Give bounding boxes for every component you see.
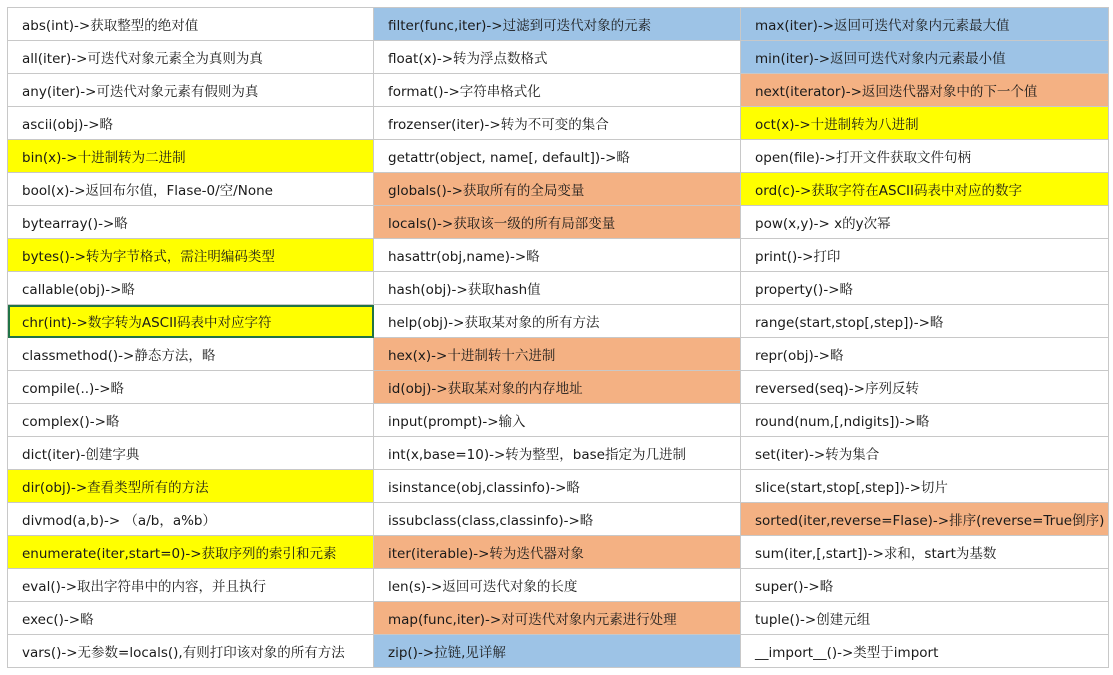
table-row <box>8 602 1109 635</box>
table-cell[interactable]: exec()->略 <box>8 602 374 635</box>
table-row <box>8 140 1109 173</box>
table-cell[interactable]: ord(c)->获取字符在ASCII码表中对应的数字 <box>741 173 1109 206</box>
table-cell[interactable]: sorted(iter,reverse=Flase)->排序(reverse=True倒序) <box>741 503 1109 536</box>
table-cell[interactable]: round(num,[,ndigits])->略 <box>741 404 1109 437</box>
table-cell[interactable]: help(obj)->获取某对象的所有方法 <box>374 305 741 338</box>
table-cell[interactable]: vars()->无参数=locals(),有则打印该对象的所有方法 <box>8 635 374 668</box>
table-cell[interactable]: int(x,base=10)->转为整型，base指定为几进制 <box>374 437 741 470</box>
table-cell[interactable]: map(func,iter)->对可迭代对象内元素进行处理 <box>374 602 741 635</box>
table-cell[interactable]: getattr(object, name[, default])->略 <box>374 140 741 173</box>
table-cell[interactable]: locals()->获取该一级的所有局部变量 <box>374 206 741 239</box>
table-cell[interactable]: filter(func,iter)->过滤到可迭代对象的元素 <box>374 8 741 41</box>
table-cell[interactable]: super()->略 <box>741 569 1109 602</box>
table-cell[interactable]: hasattr(obj,name)->略 <box>374 239 741 272</box>
table-cell[interactable]: oct(x)->十进制转为八进制 <box>741 107 1109 140</box>
table-cell[interactable]: dir(obj)->查看类型所有的方法 <box>8 470 374 503</box>
table-cell[interactable]: compile(..)->略 <box>8 371 374 404</box>
table-cell[interactable]: bin(x)->十进制转为二进制 <box>8 140 374 173</box>
table-cell[interactable]: divmod(a,b)-> （a/b，a%b） <box>8 503 374 536</box>
table-cell[interactable]: eval()->取出字符串中的内容，并且执行 <box>8 569 374 602</box>
table-cell[interactable]: id(obj)->获取某对象的内存地址 <box>374 371 741 404</box>
table-cell[interactable]: print()->打印 <box>741 239 1109 272</box>
table-cell[interactable]: tuple()->创建元组 <box>741 602 1109 635</box>
table-row <box>8 470 1109 503</box>
table-row <box>8 206 1109 239</box>
table-row <box>8 74 1109 107</box>
table-cell[interactable]: next(iterator)->返回迭代器对象中的下一个值 <box>741 74 1109 107</box>
table-row <box>8 371 1109 404</box>
table-row <box>8 536 1109 569</box>
table-cell[interactable]: open(file)->打开文件获取文件句柄 <box>741 140 1109 173</box>
table-cell[interactable]: enumerate(iter,start=0)->获取序列的索引和元素 <box>8 536 374 569</box>
table-cell[interactable]: ascii(obj)->略 <box>8 107 374 140</box>
table-row <box>8 635 1109 668</box>
python-builtins-table <box>7 7 1109 668</box>
table-cell[interactable]: __import__()->类型于import <box>741 635 1109 668</box>
table-body <box>8 8 1109 668</box>
table-cell[interactable]: float(x)->转为浮点数格式 <box>374 41 741 74</box>
table-cell[interactable]: zip()->拉链,见详解 <box>374 635 741 668</box>
table-cell[interactable]: hash(obj)->获取hash值 <box>374 272 741 305</box>
table-cell[interactable]: issubclass(class,classinfo)->略 <box>374 503 741 536</box>
table-cell[interactable]: chr(int)->数字转为ASCII码表中对应字符 <box>8 305 374 338</box>
table-row <box>8 437 1109 470</box>
table-row <box>8 305 1109 338</box>
table-cell[interactable]: bool(x)->返回布尔值，Flase-0/空/None <box>8 173 374 206</box>
table-cell[interactable]: max(iter)->返回可迭代对象内元素最大值 <box>741 8 1109 41</box>
table-cell[interactable]: any(iter)->可迭代对象元素有假则为真 <box>8 74 374 107</box>
table-cell[interactable]: classmethod()->静态方法，略 <box>8 338 374 371</box>
table-row <box>8 503 1109 536</box>
table-row <box>8 107 1109 140</box>
table-cell[interactable]: repr(obj)->略 <box>741 338 1109 371</box>
table-cell[interactable]: iter(iterable)->转为迭代器对象 <box>374 536 741 569</box>
table-cell[interactable]: set(iter)->转为集合 <box>741 437 1109 470</box>
table-cell[interactable]: range(start,stop[,step])->略 <box>741 305 1109 338</box>
table-cell[interactable]: callable(obj)->略 <box>8 272 374 305</box>
table-cell[interactable]: sum(iter,[,start])->求和，start为基数 <box>741 536 1109 569</box>
table-cell[interactable]: bytearray()->略 <box>8 206 374 239</box>
table-cell[interactable]: dict(iter)-创建字典 <box>8 437 374 470</box>
table-row <box>8 569 1109 602</box>
table-cell[interactable]: globals()->获取所有的全局变量 <box>374 173 741 206</box>
table-row <box>8 272 1109 305</box>
table-cell[interactable]: bytes()->转为字节格式，需注明编码类型 <box>8 239 374 272</box>
table-cell[interactable]: format()->字符串格式化 <box>374 74 741 107</box>
table-row <box>8 173 1109 206</box>
table-row <box>8 41 1109 74</box>
table-cell[interactable]: reversed(seq)->序列反转 <box>741 371 1109 404</box>
table-cell[interactable]: hex(x)->十进制转十六进制 <box>374 338 741 371</box>
table-row <box>8 8 1109 41</box>
table-row <box>8 338 1109 371</box>
table-cell[interactable]: complex()->略 <box>8 404 374 437</box>
table-cell[interactable]: property()->略 <box>741 272 1109 305</box>
table-cell[interactable]: len(s)->返回可迭代对象的长度 <box>374 569 741 602</box>
table-row <box>8 239 1109 272</box>
table-cell[interactable]: abs(int)->获取整型的绝对值 <box>8 8 374 41</box>
table-cell[interactable]: slice(start,stop[,step])->切片 <box>741 470 1109 503</box>
table-cell[interactable]: min(iter)->返回可迭代对象内元素最小值 <box>741 41 1109 74</box>
table-cell[interactable]: isinstance(obj,classinfo)->略 <box>374 470 741 503</box>
table-cell[interactable]: pow(x,y)-> x的y次幂 <box>741 206 1109 239</box>
table-cell[interactable]: frozenser(iter)->转为不可变的集合 <box>374 107 741 140</box>
table-cell[interactable]: all(iter)->可迭代对象元素全为真则为真 <box>8 41 374 74</box>
table-cell[interactable]: input(prompt)->输入 <box>374 404 741 437</box>
table-row <box>8 404 1109 437</box>
